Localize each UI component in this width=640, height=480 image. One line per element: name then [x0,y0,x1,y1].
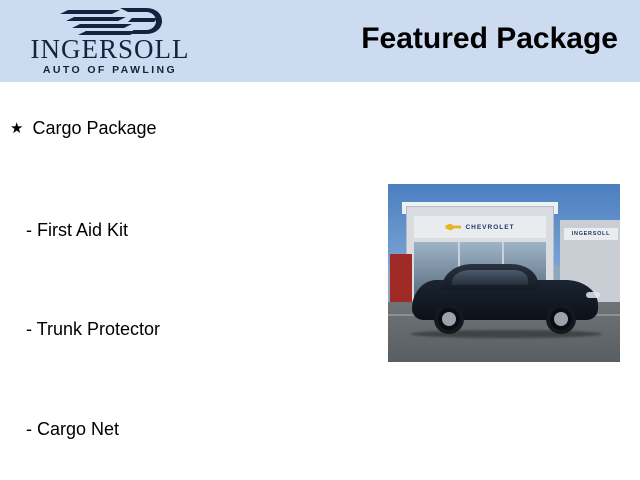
ingersoll-logo [10,4,210,78]
car-wheel [434,304,464,334]
logo-wordmark: INGERSOLL [30,34,190,64]
dealer-name-text: INGERSOLL [571,231,611,237]
dealer-brand-text: CHEVROLET [465,223,515,231]
ingersoll-wing-mark [58,6,168,36]
car-wheel [546,304,576,334]
logo-tagline: AUTO OF PAWLING [42,64,178,76]
list-item: - Cargo Net [26,419,120,439]
wheel-hub [554,312,568,326]
slide-header [0,0,640,82]
car-headlight [586,292,600,298]
package-title: Cargo Package [32,118,157,138]
page-title: Featured Package [361,22,618,55]
package-bullet [10,118,157,139]
chevrolet-bowtie-icon [445,224,461,231]
dealer-name-sign [564,228,618,240]
car-window [452,270,528,285]
star-icon: ★ [10,120,24,137]
vehicle-photo [388,184,620,362]
wheel-hub [442,312,456,326]
service-door [390,254,412,302]
list-item: - Trunk Protector [26,319,161,339]
list-item: - First Aid Kit [26,220,129,240]
dealer-brand-sign [414,216,546,238]
car-shadow [410,330,602,338]
